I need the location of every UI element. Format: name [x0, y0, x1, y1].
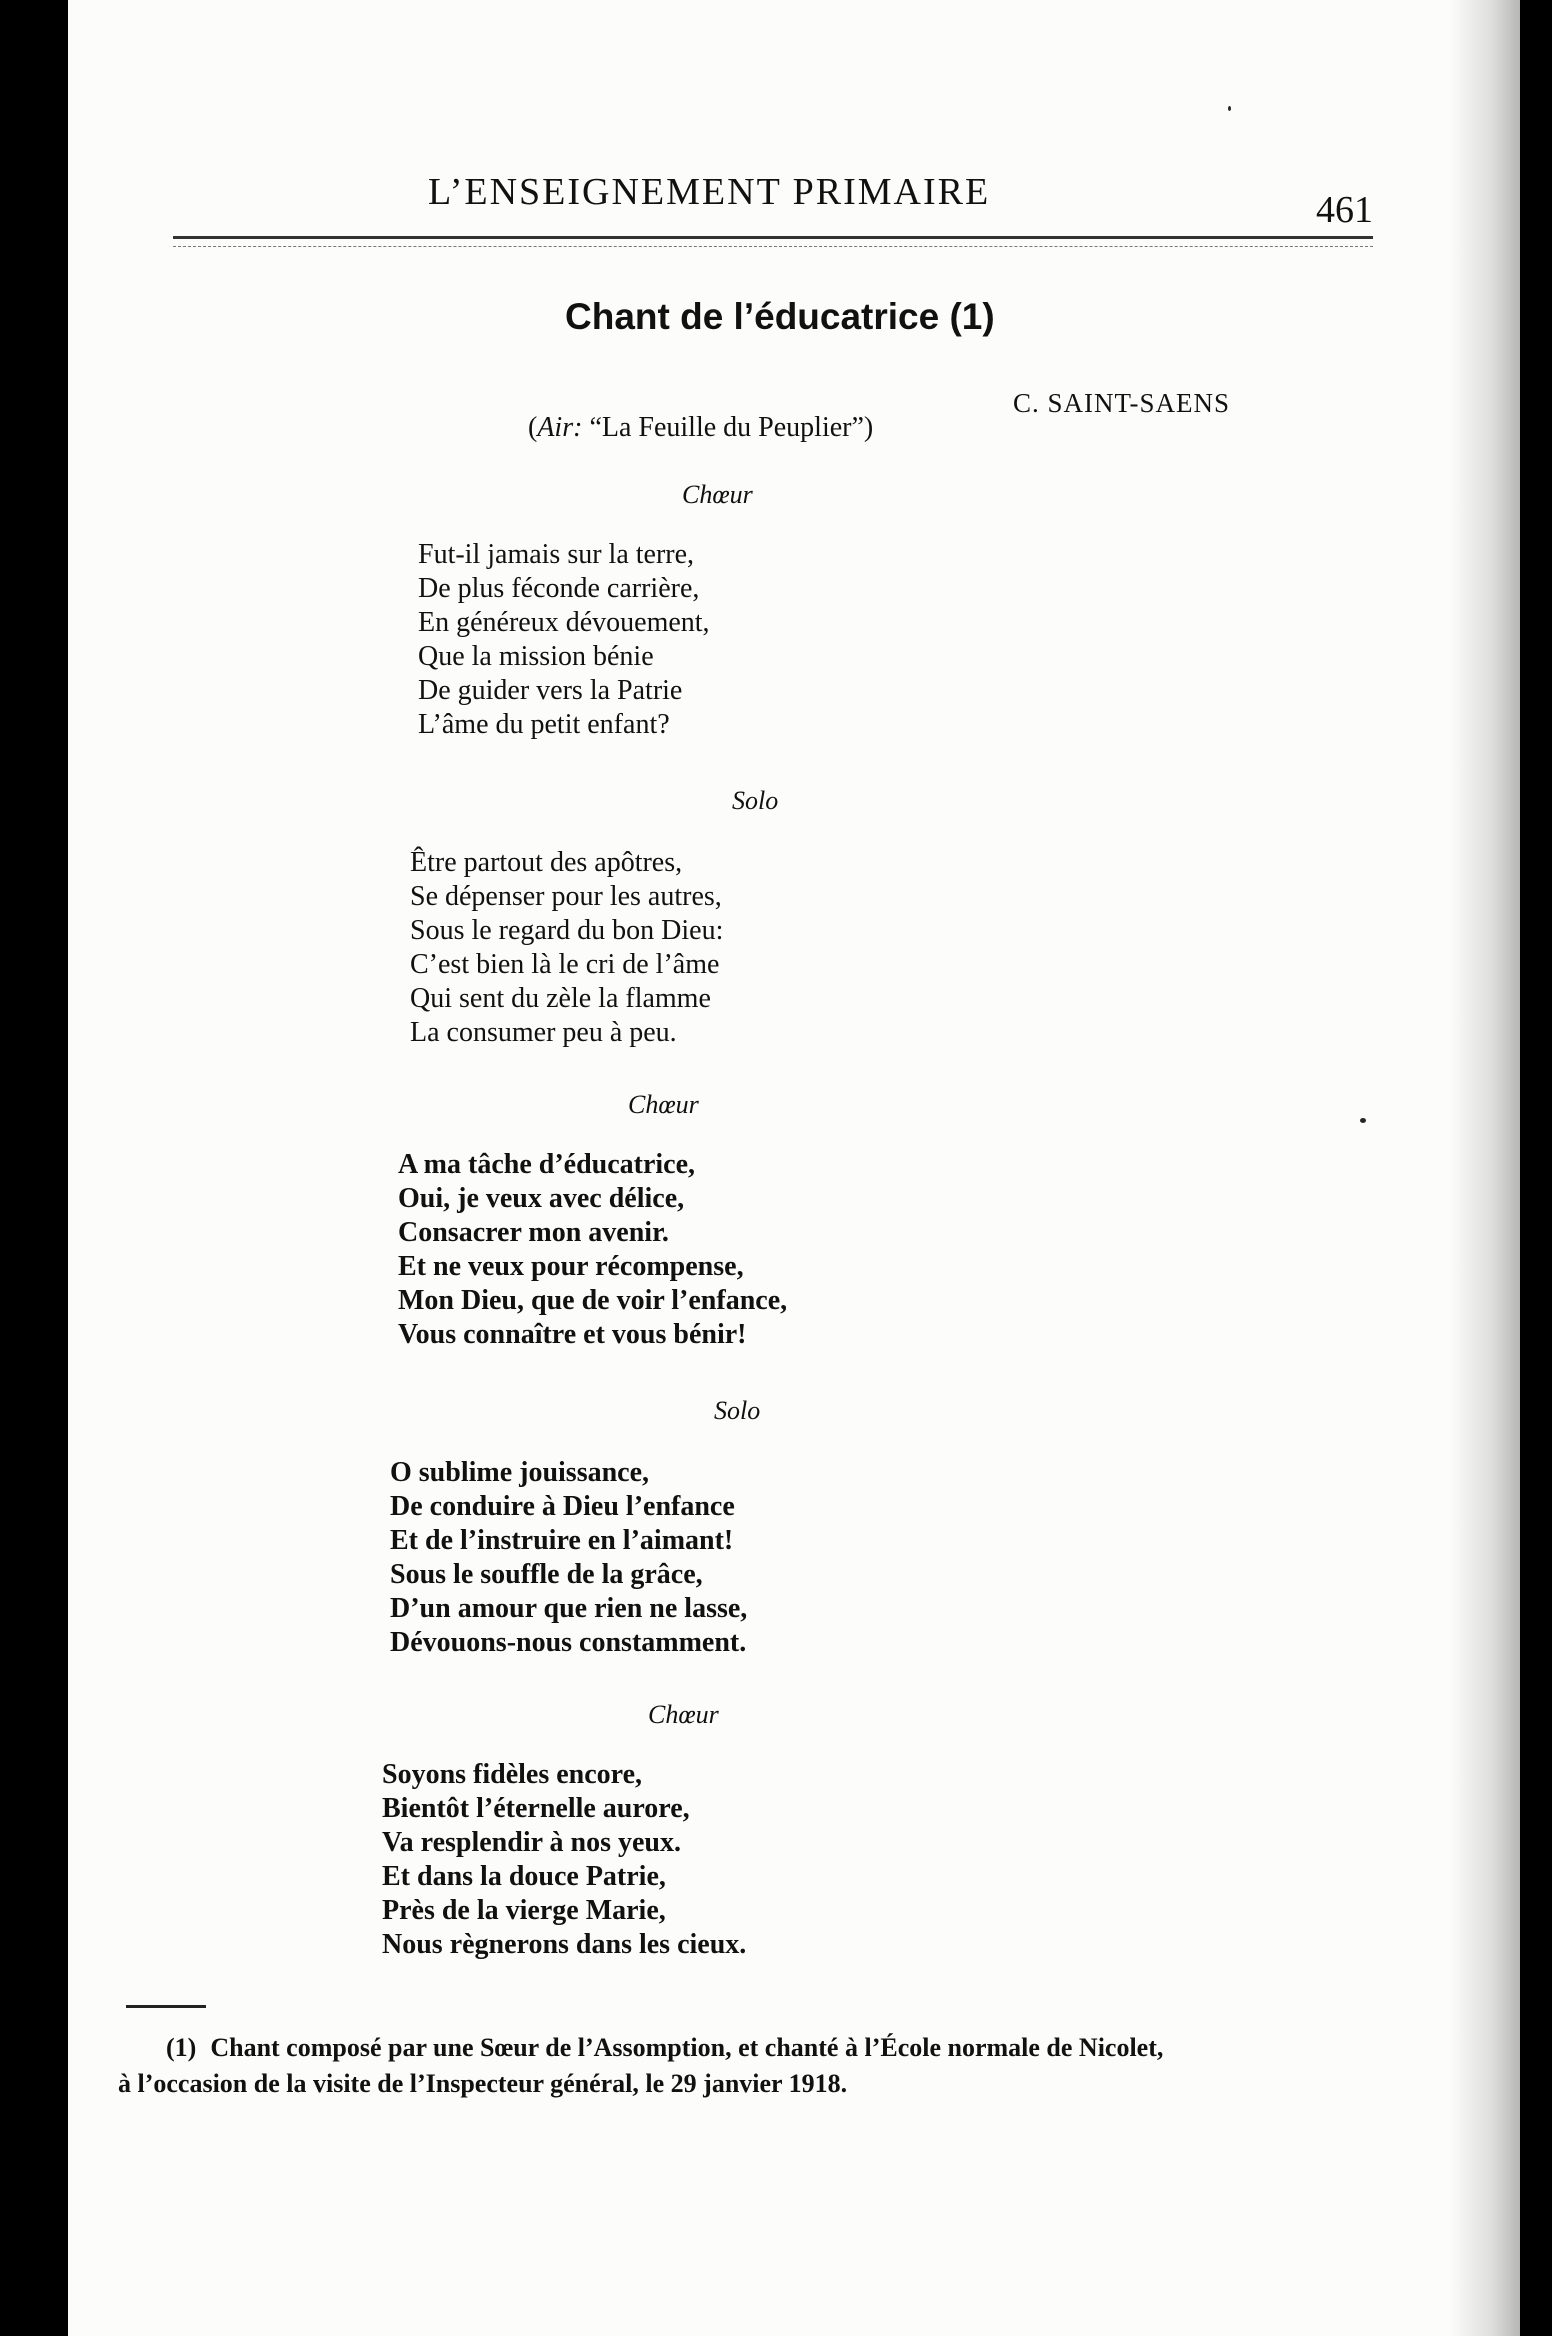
verse-line: Soyons fidèles encore,: [382, 1759, 643, 1790]
verse-line: Consacrer mon avenir.: [398, 1217, 669, 1248]
verse-line: De guider vers la Patrie: [418, 675, 683, 706]
verse-line: Oui, je veux avec délice,: [398, 1183, 685, 1214]
verse-line: C’est bien là le cri de l’âme: [410, 949, 720, 980]
print-speck: [1228, 106, 1231, 111]
verse-line: Mon Dieu, que de voir l’enfance,: [398, 1285, 788, 1316]
footnote-marker: (1): [166, 2033, 197, 2062]
section-label: Solo: [732, 786, 779, 815]
verse-line: Et de l’instruire en l’aimant!: [390, 1525, 734, 1556]
running-head: L’ENSEIGNEMENT PRIMAIRE: [428, 171, 991, 213]
verse-line: La consumer peu à peu.: [410, 1017, 677, 1048]
verse-line: Et ne veux pour récompense,: [398, 1251, 744, 1282]
header-rule: [173, 236, 1373, 247]
verse-line: De conduire à Dieu l’enfance: [390, 1491, 735, 1522]
verse-line: Bientôt l’éternelle aurore,: [382, 1793, 690, 1824]
stanza-3: [398, 1148, 787, 1352]
verse-line: Va resplendir à nos yeux.: [382, 1827, 681, 1858]
air-tune: “La Feuille du Peuplier”: [589, 412, 864, 443]
verse-line: Fut-il jamais sur la terre,: [418, 539, 695, 570]
verse-line: Près de la vierge Marie,: [382, 1895, 666, 1926]
verse-line: Dévouons-nous constamment.: [390, 1627, 747, 1658]
stanza-2: [410, 846, 723, 1050]
section-label: Chœur: [682, 480, 753, 509]
verse-line: Être partout des apôtres,: [410, 847, 683, 878]
verse-line: En généreux dévouement,: [418, 607, 710, 638]
verse-line: De plus féconde carrière,: [418, 573, 700, 604]
verse-line: Que la mission bénie: [418, 641, 654, 672]
verse-line: A ma tâche d’éducatrice,: [398, 1149, 696, 1180]
verse-line: Sous le souffle de la grâce,: [390, 1559, 703, 1590]
poem-title: Chant de l’éducatrice (1): [565, 296, 995, 337]
section-label: Solo: [714, 1396, 761, 1425]
verse-line: Sous le regard du bon Dieu:: [410, 915, 724, 946]
stanza-1: [418, 538, 710, 742]
section-label: Chœur: [628, 1090, 699, 1119]
page-edge-shadow: [1450, 0, 1520, 2336]
stanza-4: [390, 1456, 747, 1660]
verse-line: Qui sent du zèle la flamme: [410, 983, 711, 1014]
document-page: [68, 0, 1520, 2336]
verse-line: Se dépenser pour les autres,: [410, 881, 722, 912]
print-speck: [1360, 1118, 1366, 1123]
verse-line: D’un amour que rien ne lasse,: [390, 1593, 748, 1624]
verse-line: Et dans la douce Patrie,: [382, 1861, 666, 1892]
section-label: Chœur: [648, 1700, 719, 1729]
verse-line: Nous règnerons dans les cieux.: [382, 1929, 747, 1960]
page-number: 461: [1316, 189, 1373, 231]
composer-credit: C. SAINT-SAENS: [1013, 388, 1231, 418]
verse-line: O sublime jouissance,: [390, 1457, 650, 1488]
footnote-line: à l’occasion de la visite de l’Inspecteur général, le 29 janvier 1918.: [118, 2069, 848, 2098]
footnote-rule: [126, 2005, 206, 2008]
footnote-line: Chant composé par une Sœur de l’Assomption, et chanté à l’École normale de Nicolet,: [210, 2033, 1164, 2062]
verse-line: L’âme du petit enfant?: [418, 709, 670, 740]
footnote: [118, 2030, 1163, 2102]
air-line: (Air: “La Feuille du Peuplier”): [528, 412, 874, 443]
stanza-5: [382, 1758, 746, 1962]
air-label: Air:: [537, 412, 583, 443]
verse-line: Vous connaître et vous bénir!: [398, 1319, 747, 1350]
